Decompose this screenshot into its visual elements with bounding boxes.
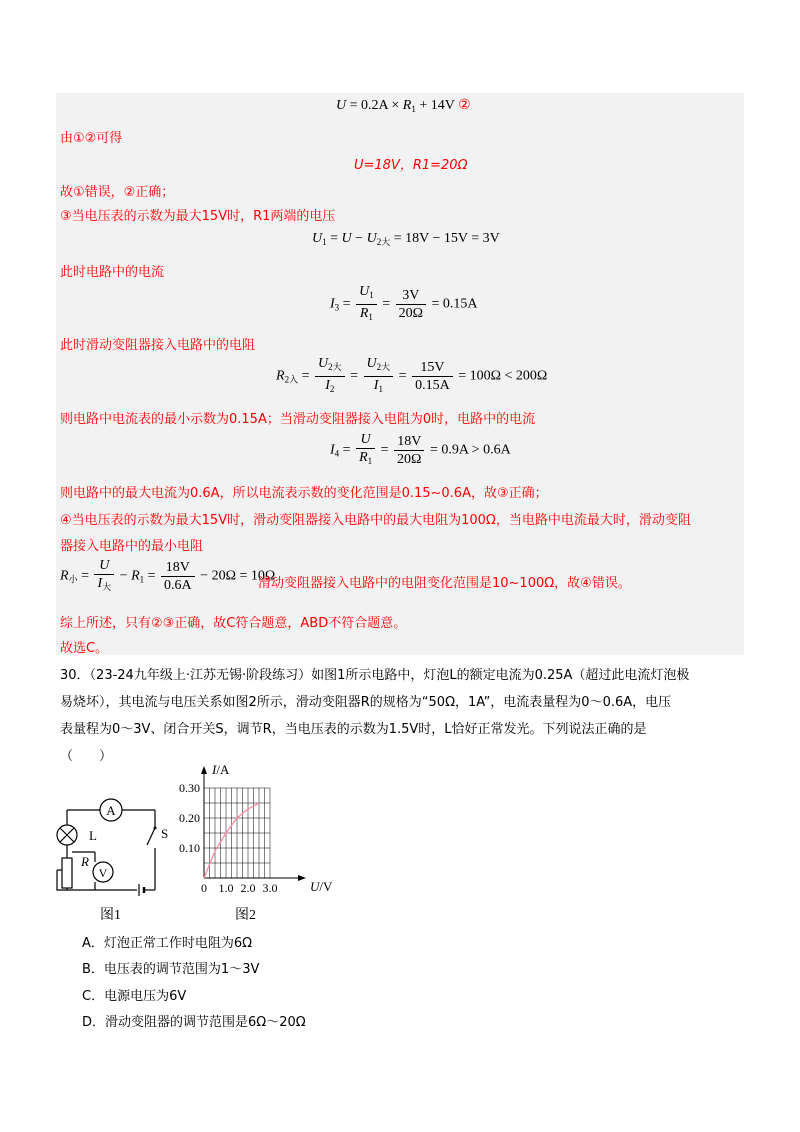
summary-text: 综上所述，只有②③正确，故C符合题意，ABD不符合题意。: [60, 616, 407, 631]
case-4-text-c: 滑动变阻器接入电路中的电阻变化范围是10~100Ω，故④错误。: [258, 576, 631, 591]
case-4-text-b: 器接入电路中的最小电阻: [60, 539, 204, 554]
x-tick-label: 1.0: [218, 881, 234, 895]
equation-u1: $U_1 = U - U_{2大} = 18V - 15V = 3V$: [312, 231, 500, 247]
y-tick-label: 0.20: [179, 811, 200, 825]
option-a[interactable]: A．灯泡正常工作时电阻为6Ω: [82, 936, 253, 951]
equation-i3: $I_3$ = $\frac{U_1}{R_1}$ = $\frac{3V}{20\Omega}$ = 0.15A: [330, 284, 478, 322]
x-tick-label: 2.0: [240, 881, 256, 895]
y-axis-arrow: [201, 766, 207, 774]
option-b[interactable]: B．电压表的调节范围为1～3V: [82, 962, 260, 977]
voltmeter-label: V: [98, 866, 108, 880]
equation-2: $U = 0.2A \times R_1 + 14V$ ②: [336, 98, 471, 114]
current-text: 此时电路中的电流: [60, 265, 165, 280]
result-values: U=18V，R1=20Ω: [354, 158, 468, 173]
answer-text: 故选C。: [60, 641, 109, 656]
range-text: 则电路中的最大电流为0.6A，所以电流表示数的变化范围是0.15~0.6A，故③正确；: [60, 486, 548, 501]
x-tick-label: 0: [201, 881, 207, 895]
equation-i4: $I_4$ = $\frac{U}{R_1}$ = $\frac{18V}{20\Omega}$ = 0.9A > 0.6A: [330, 432, 511, 467]
question-line-2: 易烧坏），其电流与电压关系如图2所示，滑动变阻器R的规格为“50Ω，1A”，电流表量程为0～0.6A，电压: [60, 695, 672, 710]
min-current-text: 则电路中电流表的最小示数为0.15A；当滑动变阻器接入电阻为0时，电路中的电流: [60, 412, 536, 427]
resistor-label: R: [81, 854, 89, 869]
lamp-icon: [57, 825, 77, 845]
figure-2-chart: [170, 758, 340, 903]
resistance-text: 此时滑动变阻器接入电路中的电阻: [60, 338, 256, 353]
equation-rmin: $R_小$ = $\frac{U}{I_大}$ − $R_1$ = $\frac{18V}{0.6A}$ − 20Ω = 10Ω: [60, 558, 276, 593]
question-line-1: 30．（23-24九年级上·江苏无锡·阶段练习）如图1所示电路中，灯泡L的额定电流为0.25A（超过此电流灯泡极: [60, 668, 690, 683]
switch-label: S: [161, 826, 169, 841]
figure-1-caption: 图1: [100, 908, 121, 923]
question-line-3: 表量程为0～3V、闭合开关S，调节R，当电压表的示数为1.5V时，L恰好正常发光。下列说法正确的是: [60, 722, 647, 737]
lamp-label: L: [89, 828, 97, 843]
y-tick-label: 0.10: [179, 841, 200, 855]
chart-grid: [204, 788, 270, 878]
chart-xlabel: U/V: [310, 879, 333, 894]
switch-contact: [154, 827, 157, 830]
x-tick-label: 3.0: [262, 881, 278, 895]
equation-2-label: ②: [458, 98, 471, 113]
figure-1-circuit: [55, 790, 175, 900]
ammeter-label: A: [106, 803, 116, 818]
case-3-text: ③当电压表的示数为最大15V时，R1两端的电压: [60, 209, 336, 224]
option-c[interactable]: C．电源电压为6V: [82, 989, 187, 1004]
figure-2-caption: 图2: [235, 908, 256, 923]
x-axis-arrow: [298, 875, 306, 881]
case-4-text-a: ④当电压表的示数为最大15V时，滑动变阻器接入电路中的最大电阻为100Ω，当电路中电流最大时，滑动变阻: [60, 513, 691, 528]
option-d[interactable]: D．滑动变阻器的调节范围是6Ω～20Ω: [82, 1015, 306, 1030]
y-tick-label: 0.30: [179, 781, 200, 795]
question-line-4: （ ）: [60, 749, 113, 764]
conclusion-1: 故①错误，②正确；: [60, 185, 175, 200]
equation-r2: $R_{2入}$ = $\frac{U_{2大}}{I_2}$ = $\frac{U_{2大}}{I_1}$ = $\frac{15V}{0.15A}$ = 100Ω < 200Ω: [276, 356, 548, 394]
text-from-equations: 由①②可得: [60, 131, 123, 146]
chart-ylabel: I/A: [212, 762, 230, 777]
